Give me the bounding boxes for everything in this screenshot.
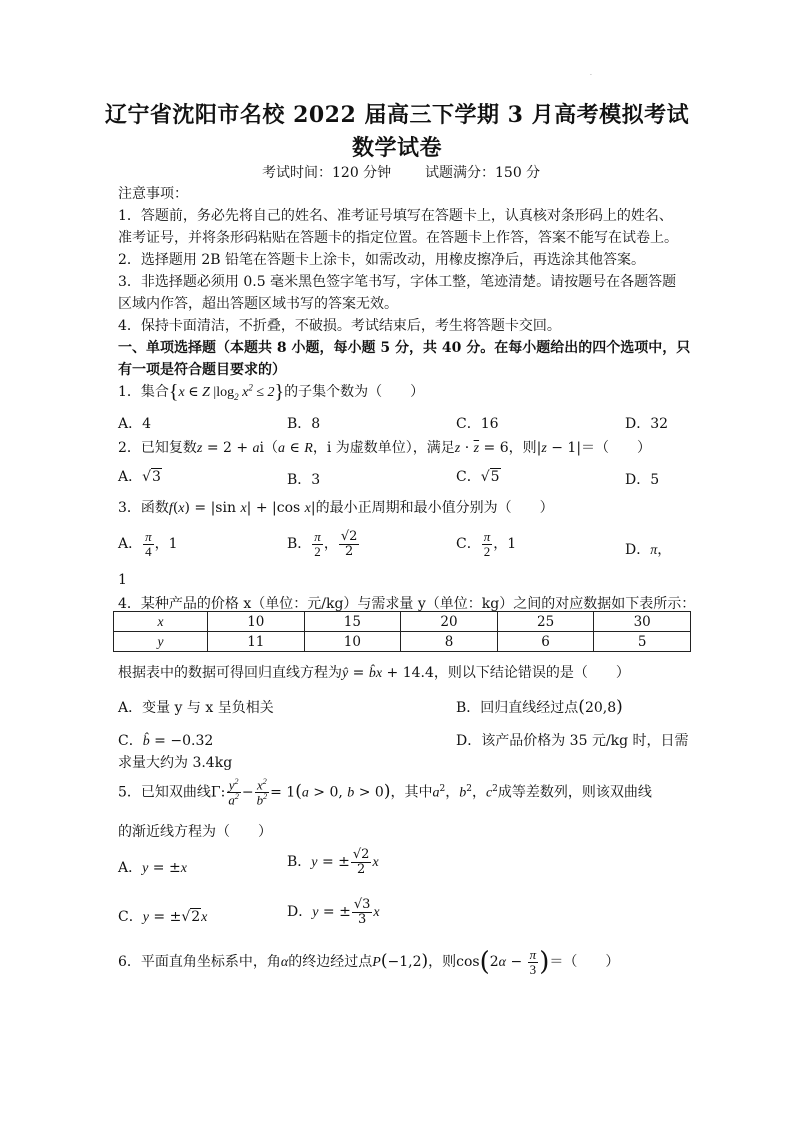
section-heading-2: 有一项是符合题目要求的） [118,362,286,378]
notes-heading: 注意事项： [118,186,188,202]
table-cell: 15 [304,612,401,632]
exam-time: 考试时间：120 分钟 [262,165,392,181]
section-heading-1: 一、单项选择题（本题共 8 小题，每小题 5 分，共 40 分。在每小题给出的四个选项中，只 [118,340,691,356]
q1-option-a: A．4 [118,416,152,432]
q5-option-b: B．y = ± $\frac{√2}{2}$ x [287,847,379,877]
note-1a: 1．答题前，务必先将自己的姓名、准考证号填写在答题卡上，认真核对条形码上的姓名、 [118,208,673,224]
q4-data-table [113,611,691,652]
q3-option-d: D．π， [625,542,672,558]
q5-stem-line2: 的渐近线方程为（ ） [118,824,272,840]
question-6-stem: 6．平面直角坐标系中，角α的终边经过点P(−1,2)，则cos(2α − $\frac{\pi}{3}$ )＝（ ） [118,946,620,977]
page-title: 辽宁省沈阳市名校 2022 届高三下学期 3 月高考模拟考试 [104,102,690,128]
table-cell: 8 [401,632,498,652]
q4-option-c: C．b̂ = −0.32 [118,733,214,749]
table-cell: 11 [208,632,305,652]
q4-option-b: B．回归直线经过点(20,8) [456,697,623,717]
q3-option-d-wrap: 1 [118,572,127,588]
q2-option-c: C．√5 [456,469,500,485]
note-4: 4．保持卡面清洁，不折叠，不破损。考试结束后，考生将答题卡交回。 [118,318,561,334]
note-3b: 区域内作答，超出答题区域书写的答案无效。 [118,296,398,312]
note-3a: 3．非选择题必须用 0.5 毫米黑色签字笔书写，字体工整，笔迹清楚。请按题号在各题答题 [118,274,677,290]
table-cell: 6 [497,632,594,652]
table-cell: 30 [594,612,691,632]
table-cell: 10 [304,632,401,652]
q3-option-c: C． $\frac{\pi}{2}$ ，1 [456,529,517,559]
q4-option-a: A．变量 y 与 x 呈负相关 [118,700,274,716]
q1-option-b: B．8 [287,416,321,432]
question-2-stem: 2．已知复数z = 2 + ai（a ∈ R，i 为虚数单位），满足$z \cdot \overline{z} = 6$，则|z − 1|＝（ ） [118,440,652,456]
q2-option-a: A．√3 [118,469,161,485]
corner-mark: · [590,72,592,79]
question-3-stem: 3．函数f(x) = |sin x| + |cos x|的最小正周期和最小值分别为（ ） [118,500,554,516]
q3-option-a: A． $\frac{\pi}{4}$ ，1 [118,529,178,559]
q1-set-expression: {x ∈ Z $|\log_2$ $x^2 \le 2$} [168,381,285,403]
table-cell: 5 [594,632,691,652]
q2-option-d: D．5 [625,472,660,488]
table-cell: 10 [208,612,305,632]
q1-option-c: C．16 [456,416,499,432]
table-cell: 20 [401,612,498,632]
question-1-stem: 1．集合{x ∈ Z $|\log_2$ $x^2 \le 2$}的子集个数为（ ） [118,381,425,403]
q4-option-d: D．该产品价格为 35 元/kg 时，日需 [456,733,689,749]
q5-option-d: D．y = ± $\frac{√3}{3}$ x [287,897,380,927]
note-2: 2．选择题用 2B 铅笔在答题卡上涂卡，如需改动，用橡皮擦净后，再选涂其他答案。 [118,252,646,268]
q2-option-b: B．3 [287,472,321,488]
full-score: 试题满分：150 分 [425,165,541,181]
page-subtitle: 数学试卷 [351,135,442,161]
table-row-y [114,632,691,652]
table-header-x: x [114,612,208,632]
q5-option-c: C．y = ±√2x [118,909,208,925]
q1-option-d: D．32 [625,416,669,432]
q3-option-b: B． $\frac{\pi}{2}$ ， $\frac{√2}{2}$ [287,529,358,559]
table-cell: 25 [497,612,594,632]
question-5-stem: 5．已知双曲线Γ: $\frac{y^2}{a^2}$ − $\frac{x^2}{b^2}$ = 1(a > 0, b > 0)，其中$a^2$，$b^2$，$c^2$成等差数列，则该双曲线 [118,777,652,808]
q4-regression-line: 根据表中的数据可得回归直线方程为ŷ = b̂x + 14.4，则以下结论错误的是（ ） [118,665,630,681]
q5-option-a: A．y = ±x [118,860,187,876]
q4-option-d-wrap: 求量大约为 3.4kg [118,755,233,771]
question-4-stem: 4．某种产品的价格 x（单位：元/kg）与需求量 y（单位：kg）之间的对应数据如下表所示： [118,596,696,612]
table-header-y: y [114,632,208,652]
table-row-x [114,612,691,632]
note-1b: 准考证号，并将条形码粘贴在答题卡的指定位置。在答题卡上作答，答案不能写在试卷上。 [118,230,678,246]
